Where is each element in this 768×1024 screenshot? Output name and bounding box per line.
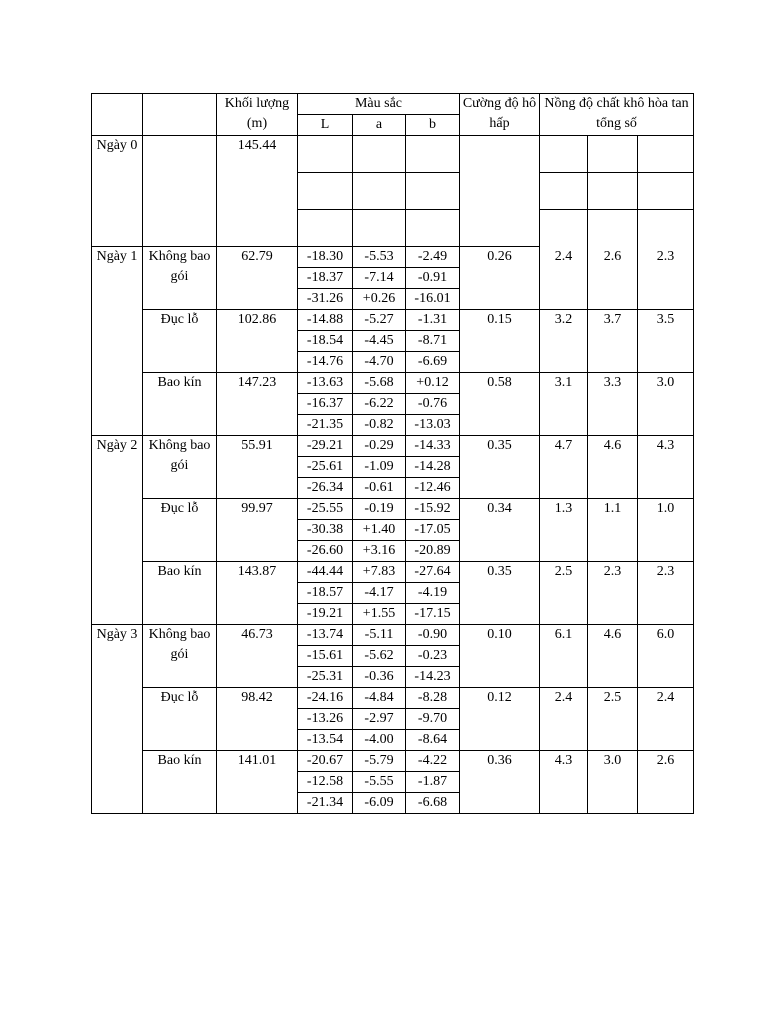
- color-L: -24.16: [298, 688, 353, 709]
- package-label: Bao kín: [143, 373, 217, 436]
- color-b: -14.28: [406, 457, 460, 478]
- mass-cell: 102.86: [217, 310, 298, 373]
- tss-cell: 6.0: [638, 625, 694, 688]
- color-L: -13.74: [298, 625, 353, 646]
- tss-cell: 2.4: [540, 247, 588, 310]
- tss-empty: [540, 173, 588, 210]
- color-b: -13.03: [406, 415, 460, 436]
- data-table: [91, 93, 694, 814]
- color-empty: [406, 210, 460, 247]
- color-a: -5.79: [353, 751, 406, 772]
- respiration-cell: 0.35: [460, 436, 540, 499]
- package-empty: [143, 136, 217, 247]
- color-L: -21.34: [298, 793, 353, 814]
- color-L: -13.63: [298, 373, 353, 394]
- table-row: [92, 436, 694, 457]
- mass-cell: 98.42: [217, 688, 298, 751]
- mass-cell: 143.87: [217, 562, 298, 625]
- day-label: Ngày 0: [92, 136, 143, 247]
- color-a: -5.68: [353, 373, 406, 394]
- tss-empty: [638, 136, 694, 173]
- color-L: -26.34: [298, 478, 353, 499]
- color-b: -4.22: [406, 751, 460, 772]
- tss-cell: 2.3: [638, 247, 694, 310]
- color-b: -8.64: [406, 730, 460, 751]
- tss-cell: 4.3: [638, 436, 694, 499]
- color-b: -15.92: [406, 499, 460, 520]
- color-L: -44.44: [298, 562, 353, 583]
- color-b: +0.12: [406, 373, 460, 394]
- color-empty: [406, 173, 460, 210]
- color-L: -30.38: [298, 520, 353, 541]
- respiration-cell: 0.10: [460, 625, 540, 688]
- color-b: -12.46: [406, 478, 460, 499]
- color-a: -4.70: [353, 352, 406, 373]
- color-b: -27.64: [406, 562, 460, 583]
- table-row: [92, 247, 694, 268]
- package-label: Không bao gói: [143, 247, 217, 310]
- color-b: -9.70: [406, 709, 460, 730]
- tss-cell: 6.1: [540, 625, 588, 688]
- tss-cell: 3.3: [588, 373, 638, 436]
- color-a: -0.82: [353, 415, 406, 436]
- color-a: -0.19: [353, 499, 406, 520]
- header-mass: Khối lượng (m): [217, 94, 298, 136]
- color-a: -5.53: [353, 247, 406, 268]
- package-label: Đục lỗ: [143, 688, 217, 751]
- tss-cell: 1.0: [638, 499, 694, 562]
- table-row: [92, 625, 694, 646]
- color-b: -8.28: [406, 688, 460, 709]
- header-empty-package: [143, 94, 217, 136]
- color-b: -0.90: [406, 625, 460, 646]
- tss-cell: 2.6: [588, 247, 638, 310]
- table-row: [92, 751, 694, 772]
- respiration-cell: 0.15: [460, 310, 540, 373]
- color-b: -16.01: [406, 289, 460, 310]
- respiration-cell: 0.26: [460, 247, 540, 310]
- color-b: -4.19: [406, 583, 460, 604]
- tss-cell: 3.7: [588, 310, 638, 373]
- color-L: -21.35: [298, 415, 353, 436]
- color-empty: [298, 210, 353, 247]
- color-L: -18.37: [298, 268, 353, 289]
- day-label: Ngày 1: [92, 247, 143, 436]
- respiration-empty: [460, 136, 540, 247]
- table-row: [92, 310, 694, 331]
- tss-cell: 3.2: [540, 310, 588, 373]
- tss-cell: 2.5: [588, 688, 638, 751]
- color-b: -6.68: [406, 793, 460, 814]
- color-L: -18.30: [298, 247, 353, 268]
- table-row: [92, 373, 694, 394]
- header-row-1: [92, 94, 694, 115]
- tss-cell: 2.5: [540, 562, 588, 625]
- color-empty: [298, 136, 353, 173]
- package-label: Bao kín: [143, 562, 217, 625]
- color-a: -0.61: [353, 478, 406, 499]
- tss-cell: 3.5: [638, 310, 694, 373]
- mass-cell: 46.73: [217, 625, 298, 688]
- header-b: b: [406, 115, 460, 136]
- respiration-cell: 0.36: [460, 751, 540, 814]
- color-a: -4.45: [353, 331, 406, 352]
- color-b: -17.15: [406, 604, 460, 625]
- tss-cell: 4.6: [588, 625, 638, 688]
- tss-cell: 2.4: [638, 688, 694, 751]
- day-label: Ngày 3: [92, 625, 143, 814]
- table-row: [92, 688, 694, 709]
- tss-empty: [540, 136, 588, 173]
- color-a: -4.17: [353, 583, 406, 604]
- package-label: Không bao gói: [143, 625, 217, 688]
- table-row: [92, 562, 694, 583]
- color-L: -14.76: [298, 352, 353, 373]
- mass-cell: 62.79: [217, 247, 298, 310]
- color-a: -7.14: [353, 268, 406, 289]
- color-b: -14.23: [406, 667, 460, 688]
- mass-cell: 99.97: [217, 499, 298, 562]
- color-L: -14.88: [298, 310, 353, 331]
- header-L: L: [298, 115, 353, 136]
- color-a: +3.16: [353, 541, 406, 562]
- color-b: -0.76: [406, 394, 460, 415]
- tss-cell: 2.3: [638, 562, 694, 625]
- color-a: +0.26: [353, 289, 406, 310]
- color-L: -19.21: [298, 604, 353, 625]
- tss-cell: 3.1: [540, 373, 588, 436]
- tss-cell: 3.0: [588, 751, 638, 814]
- tss-cell: 1.3: [540, 499, 588, 562]
- tss-cell: 4.3: [540, 751, 588, 814]
- color-L: -13.54: [298, 730, 353, 751]
- color-empty: [298, 173, 353, 210]
- color-a: -6.09: [353, 793, 406, 814]
- day0-row: [92, 136, 694, 173]
- package-label: Đục lỗ: [143, 310, 217, 373]
- color-empty: [353, 136, 406, 173]
- color-L: -25.55: [298, 499, 353, 520]
- tss-empty: [638, 210, 694, 247]
- color-a: -2.97: [353, 709, 406, 730]
- color-b: -8.71: [406, 331, 460, 352]
- color-b: -0.91: [406, 268, 460, 289]
- table-row: [92, 499, 694, 520]
- color-b: -17.05: [406, 520, 460, 541]
- color-a: -0.36: [353, 667, 406, 688]
- color-L: -25.31: [298, 667, 353, 688]
- mass-cell: 141.01: [217, 751, 298, 814]
- color-a: -0.29: [353, 436, 406, 457]
- mass-cell: 147.23: [217, 373, 298, 436]
- tss-cell: 1.1: [588, 499, 638, 562]
- respiration-cell: 0.12: [460, 688, 540, 751]
- tss-empty: [588, 173, 638, 210]
- color-a: +1.40: [353, 520, 406, 541]
- color-empty: [353, 210, 406, 247]
- color-b: -1.87: [406, 772, 460, 793]
- color-b: -1.31: [406, 310, 460, 331]
- color-L: -31.26: [298, 289, 353, 310]
- tss-cell: 4.7: [540, 436, 588, 499]
- color-L: -13.26: [298, 709, 353, 730]
- tss-cell: 4.6: [588, 436, 638, 499]
- color-a: -5.11: [353, 625, 406, 646]
- tss-cell: 3.0: [638, 373, 694, 436]
- color-b: -20.89: [406, 541, 460, 562]
- color-a: -5.55: [353, 772, 406, 793]
- color-a: -5.62: [353, 646, 406, 667]
- color-b: -0.23: [406, 646, 460, 667]
- header-a: a: [353, 115, 406, 136]
- color-L: -25.61: [298, 457, 353, 478]
- day-label: Ngày 2: [92, 436, 143, 625]
- color-empty: [406, 136, 460, 173]
- tss-empty: [588, 210, 638, 247]
- package-label: Bao kín: [143, 751, 217, 814]
- color-a: -1.09: [353, 457, 406, 478]
- respiration-cell: 0.35: [460, 562, 540, 625]
- color-a: -6.22: [353, 394, 406, 415]
- color-a: -5.27: [353, 310, 406, 331]
- color-L: -12.58: [298, 772, 353, 793]
- respiration-cell: 0.34: [460, 499, 540, 562]
- package-label: Đục lỗ: [143, 499, 217, 562]
- mass-cell: 55.91: [217, 436, 298, 499]
- color-b: -2.49: [406, 247, 460, 268]
- color-L: -20.67: [298, 751, 353, 772]
- color-a: +1.55: [353, 604, 406, 625]
- color-empty: [353, 173, 406, 210]
- tss-empty: [638, 173, 694, 210]
- color-a: -4.84: [353, 688, 406, 709]
- color-L: -16.37: [298, 394, 353, 415]
- package-label: Không bao gói: [143, 436, 217, 499]
- color-a: -4.00: [353, 730, 406, 751]
- color-L: -26.60: [298, 541, 353, 562]
- mass-cell: 145.44: [217, 136, 298, 247]
- tss-cell: 2.6: [638, 751, 694, 814]
- tss-empty: [588, 136, 638, 173]
- header-respiration: Cường độ hô hấp: [460, 94, 540, 136]
- color-L: -18.54: [298, 331, 353, 352]
- header-empty-day: [92, 94, 143, 136]
- tss-cell: 2.3: [588, 562, 638, 625]
- color-b: -14.33: [406, 436, 460, 457]
- color-L: -18.57: [298, 583, 353, 604]
- header-color: Màu sắc: [298, 94, 460, 115]
- respiration-cell: 0.58: [460, 373, 540, 436]
- tss-cell: 2.4: [540, 688, 588, 751]
- tss-empty: [540, 210, 588, 247]
- color-b: -6.69: [406, 352, 460, 373]
- header-tss: Nồng độ chất khô hòa tan tổng số: [540, 94, 694, 136]
- color-L: -15.61: [298, 646, 353, 667]
- color-a: +7.83: [353, 562, 406, 583]
- color-L: -29.21: [298, 436, 353, 457]
